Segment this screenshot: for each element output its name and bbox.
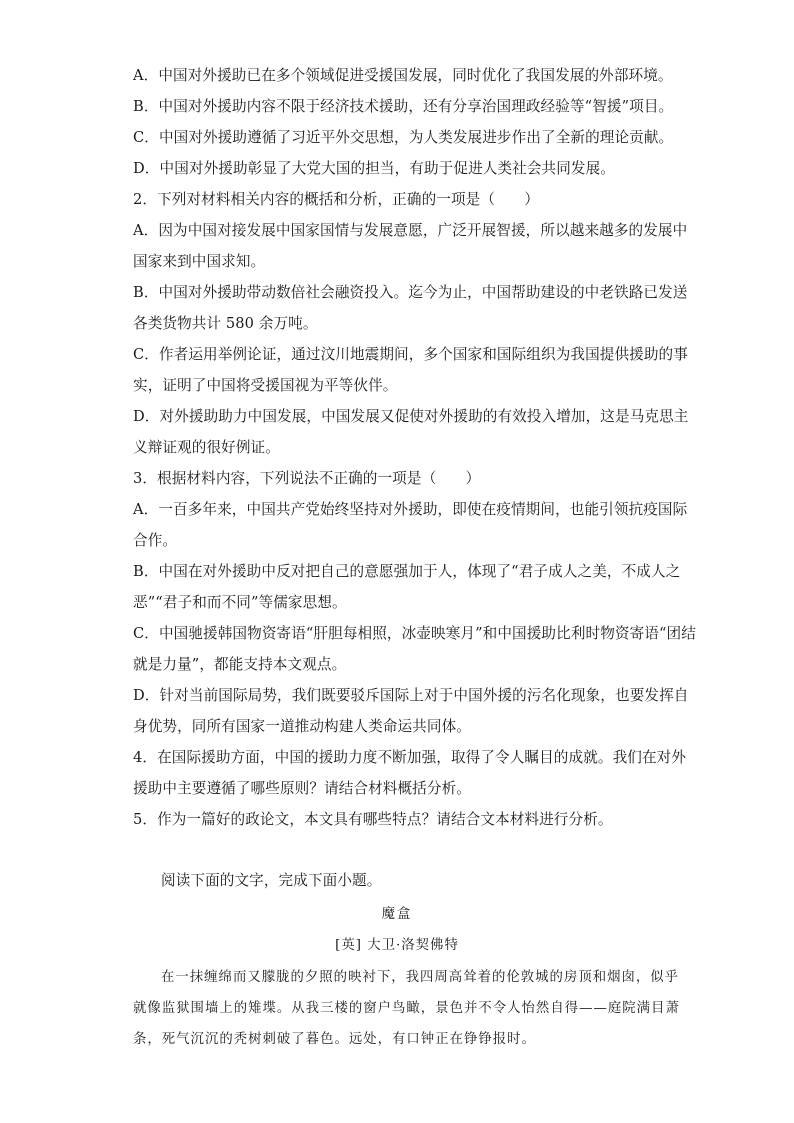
q3-option-b-line2: 恶”“君子和而不同”等儒家思想。 [133, 594, 347, 611]
q1-option-b: B．中国对外援助内容不限于经济技术援助，还有分享治国理政经验等“智援”项目。 [133, 98, 674, 115]
q3-option-d-line1: D．针对当前国际局势，我们既要驳斥国际上对于中国外援的污名化现象，也要发挥自 [133, 687, 689, 704]
q2-option-d-line1: D．对外援助助力中国发展，中国发展又促使对外援助的有效投入增加，这是马克思主 [133, 408, 689, 425]
q5: 5．作为一篇好的政论文，本文具有哪些特点？请结合文本材料进行分析。 [133, 811, 613, 828]
q2-option-d-line2: 义辩证观的很好例证。 [133, 439, 280, 456]
q2-stem: 2．下列对材料相关内容的概括和分析，正确的一项是（ ） [133, 191, 540, 208]
q1-option-a: A．中国对外援助已在多个领域促进受援国发展，同时优化了我国发展的外部环境。 [133, 67, 673, 84]
q4-line1: 4．在国际援助方面，中国的援助力度不断加强，取得了令人瞩目的成就。我们在对外 [133, 749, 687, 766]
q2-option-c-line1: C．作者运用举例论证，通过汶川地震期间，多个国家和国际组织为我国提供援助的事 [133, 346, 688, 363]
story-author: [英] 大卫·洛契佛特 [335, 938, 459, 953]
q3-option-a-line2: 合作。 [133, 532, 178, 549]
q4-line2: 援助中主要遵循了哪些原则？请结合材料概括分析。 [133, 780, 471, 797]
q2-option-b-line2: 各类货物共计 580 余万吨。 [133, 315, 318, 332]
story-paragraph-line1: 在一抹缠绵而又朦胧的夕照的映衬下，我四周高耸着的伦敦城的房顶和烟囱，似乎 [161, 970, 680, 985]
story-title: 魔盒 [381, 907, 413, 922]
q2-option-b-line1: B．中国对外援助带动数倍社会融资投入。迄今为止，中国帮助建设的中老铁路已发送 [133, 284, 688, 301]
q2-option-a-line1: A．因为中国对接发展中国家国情与发展意愿，广泛开展智援，所以越来越多的发展中 [133, 222, 688, 239]
reading-instruction: 阅读下面的文字，完成下面小题。 [161, 872, 382, 889]
q1-option-d: D．中国对外援助彰显了大党大国的担当，有助于促进人类社会共同发展。 [133, 160, 616, 177]
q3-option-a-line1: A．一百多年来，中国共产党始终坚持对外援助，即使在疫情期间，也能引领抗疫国际 [133, 501, 688, 518]
q3-option-d-line2: 身优势，同所有国家一道推动构建人类命运共同体。 [133, 718, 471, 735]
story-paragraph-line2: 就像监狱围墙上的雉堞。从我三楼的窗户鸟瞰，景色并不令人怡然自得——庭院满目萧 [133, 1001, 680, 1016]
q3-option-c-line1: C．中国驰援韩国物资寄语“肝胆每相照，冰壶映寒月”和中国援助比利时物资寄语“团结 [133, 625, 696, 642]
q2-option-c-line2: 实，证明了中国将受援国视为平等伙伴。 [133, 377, 398, 394]
q3-option-b-line1: B．中国在对外援助中反对把自己的意愿强加于人，体现了“君子成人之美，不成人之 [133, 563, 681, 580]
q1-option-c: C．中国对外援助遵循了习近平外交思想，为人类发展进步作出了全新的理论贡献。 [133, 129, 674, 146]
q2-option-a-line2: 国家来到中国求知。 [133, 253, 266, 270]
q3-stem: 3．根据材料内容，下列说法不正确的一项是（ ） [133, 470, 481, 487]
story-paragraph-line3: 条，死气沉沉的秃树刺破了暮色。远处，有口钟正在铮铮报时。 [133, 1032, 536, 1047]
q3-option-c-line2: 就是力量”，都能支持本文观点。 [133, 656, 347, 673]
